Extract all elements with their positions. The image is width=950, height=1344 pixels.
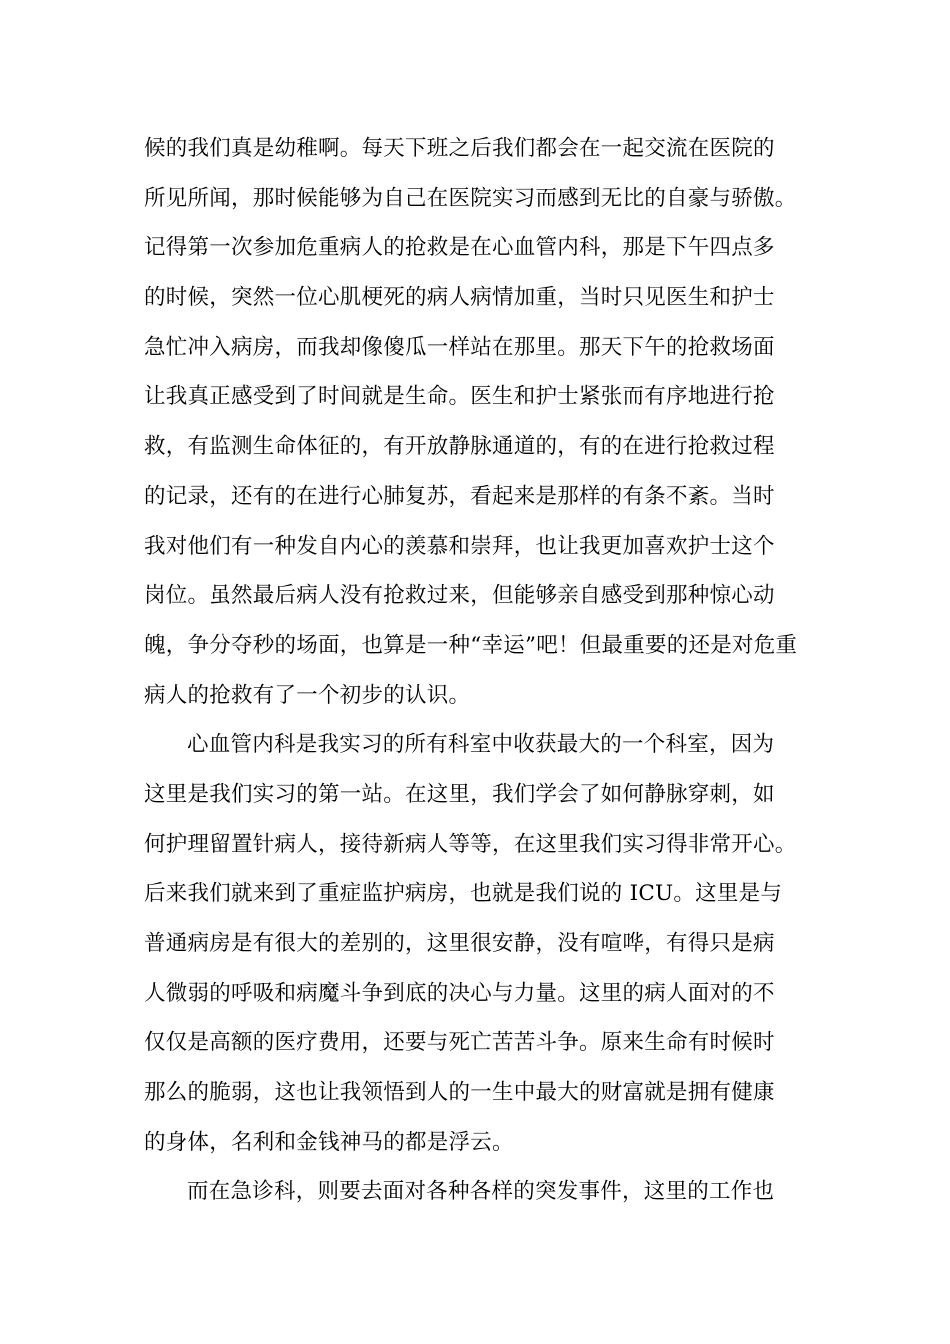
text-line: 急忙冲入病房，而我却像傻瓜一样站在那里。那天下午的抢救场面 [144,334,775,360]
text-line: 岗位。虽然最后病人没有抢救过来，但能够亲自感受到那种惊心动 [144,583,775,609]
paragraph-start-line: 而在急诊科，则要去面对各种各样的突发事件，这里的工作也 [187,1179,775,1205]
text-line: 的记录，还有的在进行心肺复苏，看起来是那样的有条不紊。当时 [144,483,775,509]
text-line: 记得第一次参加危重病人的抢救是在心血管内科，那是下午四点多 [144,235,775,261]
text-line: 所见所闻，那时候能够为自己在医院实习而感到无比的自豪与骄傲。 [144,185,797,211]
paragraph-start-line: 心血管内科是我实习的所有科室中收获最大的一个科室，因为 [187,732,775,758]
text-line: 这里是我们实习的第一站。在这里，我们学会了如何静脉穿刺，如 [144,781,775,807]
text-line: 候的我们真是幼稚啊。每天下班之后我们都会在一起交流在医院的 [144,136,775,161]
text-line: 的身体，名利和金钱神马的都是浮云。 [144,1129,514,1155]
text-line: 病人的抢救有了一个初步的认识。 [144,682,471,708]
text-line: 普通病房是有很大的差别的，这里很安静，没有喧哗，有得只是病 [144,931,775,956]
body-text [144,124,824,1217]
text-line: 那么的脆弱，这也让我领悟到人的一生中最大的财富就是拥有健康 [144,1080,775,1106]
text-line: 的时候，突然一位心肌梗死的病人病情加重，当时只见医生和护士 [144,285,775,311]
text-line: 人微弱的呼吸和病魔斗争到底的决心与力量。这里的病人面对的不 [144,980,775,1006]
text-line: 我对他们有一种发自内心的羡慕和崇拜，也让我更加喜欢护士这个 [144,533,775,559]
text-line: 魄，争分夺秒的场面，也算是一种“幸运”吧！但最重要的还是对危重 [144,632,798,658]
text-line: 后来我们就来到了重症监护病房，也就是我们说的 ICU。这里是与 [144,881,783,907]
text-line: 让我真正感受到了时间就是生命。医生和护士紧张而有序地进行抢 [144,384,775,410]
text-line: 何护理留置针病人，接待新病人等等，在这里我们实习得非常开心。 [144,831,797,857]
text-line: 救，有监测生命体征的，有开放静脉通道的，有的在进行抢救过程 [144,434,775,460]
text-line: 仅仅是高额的医疗费用，还要与死亡苦苦斗争。原来生命有时候时 [144,1030,775,1056]
